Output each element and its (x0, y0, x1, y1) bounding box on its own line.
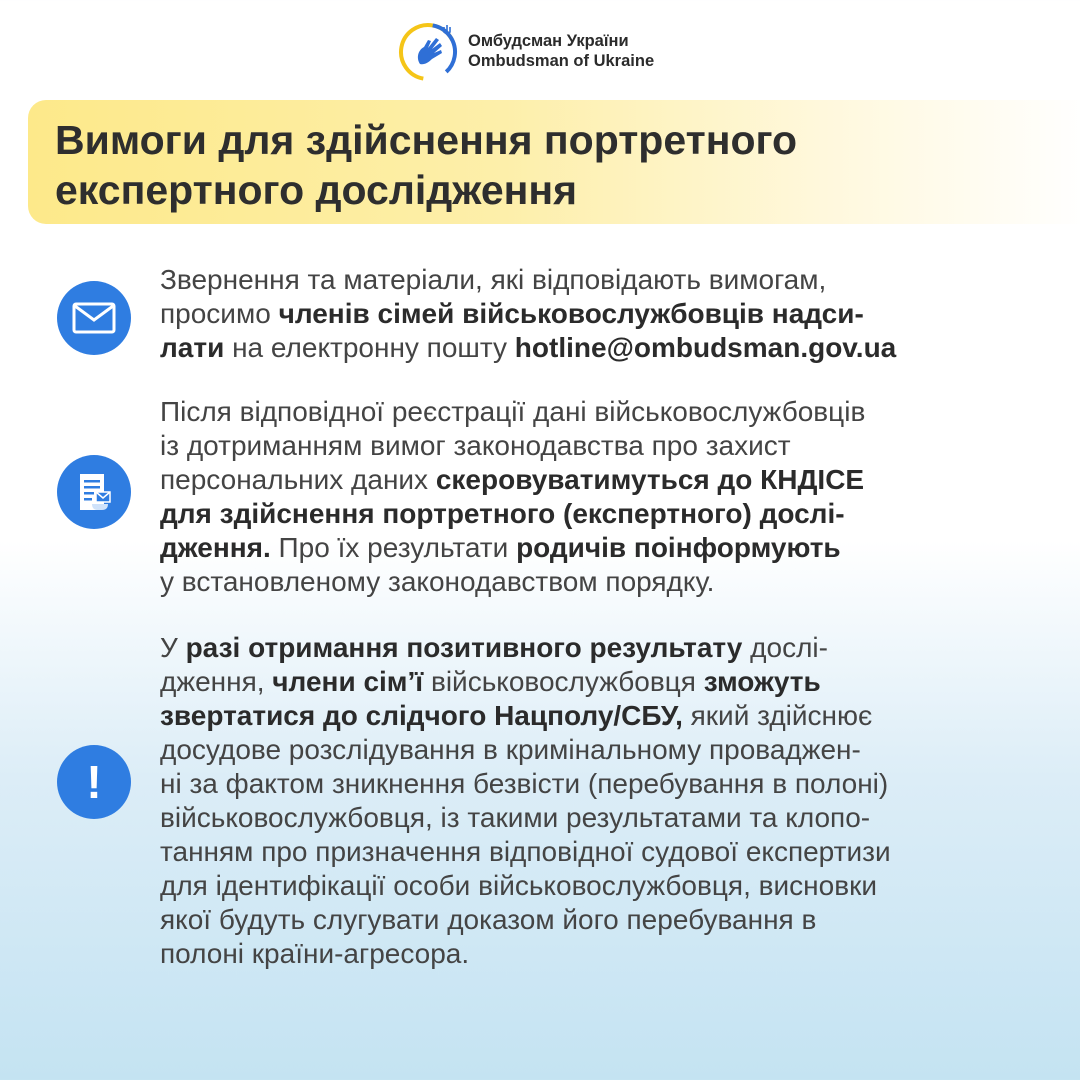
block3-text-9: танням про призначення відповідної судової експертизи (160, 836, 891, 867)
block1-text-2: просимо (160, 298, 279, 329)
paragraph-positive-result (160, 631, 1060, 971)
block3-bold-3: зможуть (703, 666, 821, 697)
block1-bold-1: членів сімей військовослужбовців надси- (278, 298, 864, 329)
block3-text-12: полоні країни-агресора. (160, 938, 470, 969)
block2-text-5: у встановленому законодавством порядку. (160, 566, 715, 597)
block1-text-1: Звернення та матеріали, які відповідають вимогам, (160, 264, 827, 295)
block2-text-2: із дотриманням вимог законодавства про захист (160, 430, 791, 461)
block3-text-3: дження, (160, 666, 273, 697)
block2-text-1: Після відповідної реєстрації дані військовослужбовців (160, 396, 866, 427)
ombudsman-logo (398, 20, 654, 82)
block3-text-4: військовослужбовця (423, 666, 704, 697)
block3-text-2: дослі- (742, 632, 828, 663)
paragraph-registration (160, 395, 1060, 599)
block2-bold-2: для здійснення портретного (експертного) дослі- (160, 498, 845, 529)
block2-bold-3: дження. (160, 532, 271, 563)
title-line-2: експертного дослідження (55, 167, 578, 213)
logo-name-uk: Омбудсман України (468, 32, 629, 50)
block3-text-11: якої будуть слугувати доказом його перебування в (160, 904, 817, 935)
block2-text-3: персональних даних (160, 464, 436, 495)
block2-bold-1: скеровуватимуться до КНДІСЕ (435, 464, 865, 495)
ombudsman-emblem-icon (398, 20, 460, 82)
exclamation-glyph: ! (86, 756, 102, 808)
email-address: hotline@ombudsman.gov.ua (514, 332, 897, 363)
block3-text-7: ні за фактом зникнення безвісти (перебування в полоні) (160, 768, 889, 799)
block3-bold-2: члени сім’ї (272, 666, 424, 697)
title-line-1: Вимоги для здійснення портретного (55, 117, 798, 163)
block3-text-8: військовослужбовця, із такими результатами та клопо- (160, 802, 871, 833)
block3-text-10: для ідентифікації особи військовослужбовця, висновки (160, 870, 877, 901)
block3-text-5: який здійснює (682, 700, 873, 731)
exclamation-icon (57, 745, 131, 819)
block3-bold-1: разі отримання позитивного результату (185, 632, 743, 663)
document-icon (57, 455, 131, 529)
block3-text-6: досудове розслідування в кримінальному проваджен- (160, 734, 861, 765)
block3-bold-4: звертатися до слідчого Нацполу/СБУ, (160, 700, 683, 731)
block2-bold-4: родичів поінформують (516, 532, 841, 563)
envelope-icon (57, 281, 131, 355)
block3-text-1: У (160, 632, 186, 663)
block1-bold-2: лати (160, 332, 225, 363)
block1-text-3: на електронну пошту (224, 332, 515, 363)
page-title (55, 115, 1035, 215)
paragraph-submission (160, 263, 1060, 365)
block2-text-4: Про їх результати (270, 532, 517, 563)
logo-name-en: Ombudsman of Ukraine (468, 52, 655, 70)
